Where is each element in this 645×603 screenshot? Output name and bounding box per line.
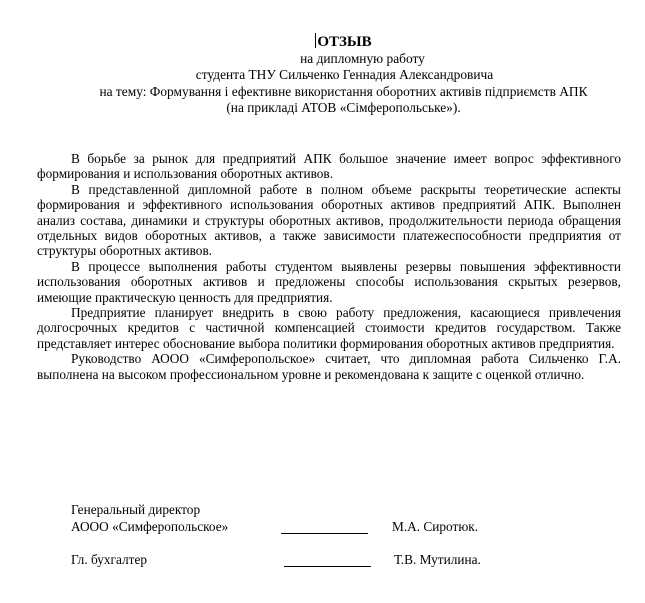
director-name: М.А. Сиротюк. bbox=[392, 519, 479, 534]
header-line-topic: на тему: Формування і ефективне використання оборотних активів підприємств АПК bbox=[99, 84, 588, 99]
document-title: ОТЗЫВ bbox=[317, 34, 372, 50]
body-paragraph: В представленной дипломной работе в полном объеме раскрыты теоретические аспекты формирования и эффективного использования оборотных активов предприятий АПК. Выполнен анализ состава, динамики и структуры оборотных активов, продолжительности периода обращения отдельных видов оборотных активов, а также зависимости платежеспособности предприятия от структуры оборотных активов. bbox=[37, 181, 621, 259]
director-organization: АООО «Симферопольское» bbox=[71, 519, 229, 534]
body-paragraph: Предприятие планирует внедрить в свою работу предложения, касающиеся привлечения долгосрочных кредитов с частичной компенсацией стоимости кредитов государством. Также представляет интерес обоснование выбора политики формирования оборотных активов предприятия. bbox=[37, 305, 621, 351]
body-paragraph: Руководство АООО «Симферопольское» считает, что дипломная работа Сильченко Г.А. выполнена на высоком профессиональном уровне и рекомендована к защите с оценкой отлично. bbox=[37, 351, 621, 382]
review-body bbox=[37, 151, 621, 382]
accountant-signature-line bbox=[284, 566, 371, 567]
header-line-student: студента ТНУ Сильченко Геннадия Александровича bbox=[195, 67, 494, 82]
header-line-topic-example: (на прикладі АТОВ «Сімферопольське»). bbox=[226, 100, 461, 115]
accountant-name: Т.В. Мутилина. bbox=[394, 552, 481, 567]
body-paragraph: В процессе выполнения работы студентом выявлены резервы повышения эффективности использования оборотных активов и предложены способы использования скрытых резервов, имеющие практическую ценность для предприятия. bbox=[37, 258, 621, 305]
header-line-subject: на дипломную работу bbox=[300, 51, 425, 66]
director-signature-line bbox=[281, 533, 368, 534]
body-paragraph: В борьбе за рынок для предприятий АПК большое значение имеет вопрос эффективного формирования и использования оборотных активов. bbox=[37, 151, 621, 182]
director-title: Генеральный директор bbox=[71, 502, 201, 517]
accountant-title: Гл. бухгалтер bbox=[71, 552, 147, 567]
